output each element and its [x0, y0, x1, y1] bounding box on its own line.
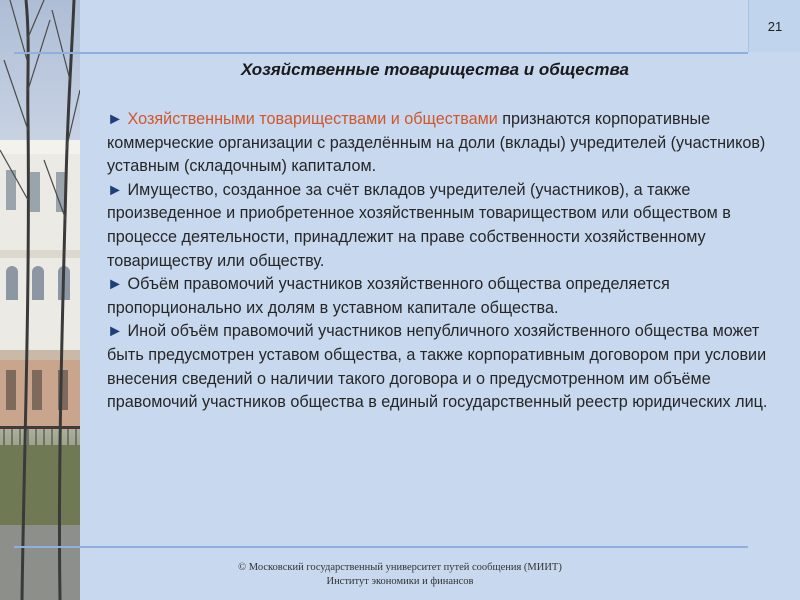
building-photo	[0, 0, 80, 600]
slide-title: Хозяйственные товарищества и общества	[241, 60, 629, 79]
header-divider	[14, 52, 748, 54]
paragraph-intro-text: признаются корпоративные коммерческие организации с разделённым на доли (вклады) учредителей (участников) уставным (складочным) капиталом.	[107, 110, 766, 176]
paragraph-rights	[107, 273, 779, 320]
bullet-arrow-icon: ►	[107, 322, 124, 341]
page-number: 21	[748, 0, 800, 52]
paragraph-intro	[107, 108, 779, 179]
bullet-arrow-icon: ►	[107, 275, 124, 294]
building-photo-illustration	[0, 0, 80, 600]
footer	[80, 561, 720, 589]
bullet-arrow-icon: ►	[107, 180, 124, 199]
paragraph-property-text: Имущество, созданное за счёт вкладов учредителей (участников), а также произведенное и приобретенное хозяйственным товариществом или обществом в процессе деятельности, принадлежит на праве собственности хозяйственному товариществу или обществу.	[107, 180, 731, 270]
slide-body	[107, 108, 779, 415]
highlighted-term: Хозяйственными товариществами и обществами	[127, 110, 498, 128]
footer-institute: Институт экономики и финансов	[326, 576, 474, 587]
paragraph-other-rights-text: Иной объём правомочий участников непубличного хозяйственного общества может быть предусмотрен уставом общества, а также корпоративным договором при условии внесения сведений о наличии такого договора и о предусмотренном им объёме правомочий участников общества в единый государственный реестр юридических лиц.	[107, 322, 768, 412]
bullet-arrow-icon: ►	[107, 110, 124, 128]
footer-university: © Московский государственный университет путей сообщения (МИИТ)	[238, 562, 562, 573]
paragraph-other-rights	[107, 320, 779, 414]
paragraph-property	[107, 179, 779, 273]
paragraph-rights-text: Объём правомочий участников хозяйственного общества определяется пропорционально их долям в уставном капитале общества.	[107, 275, 670, 317]
footer-divider	[14, 546, 748, 548]
